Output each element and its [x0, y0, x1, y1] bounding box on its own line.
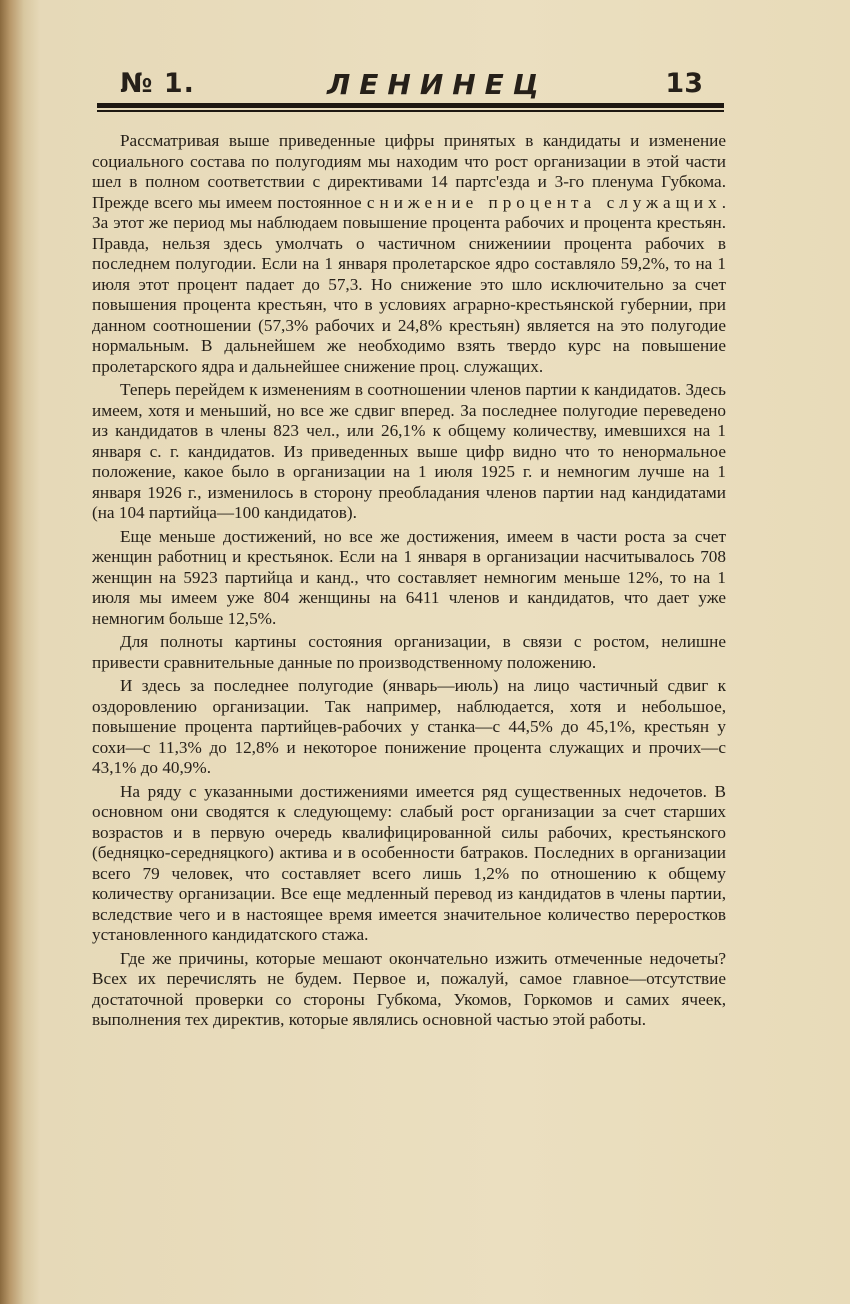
page-header	[97, 62, 724, 102]
paragraph: Где же причины, которые мешают окончательно изжить отмеченные недочеты? Всех их перечислять не будем. Первое и, пожалуй, самое главное—отсутствие достаточной проверки со стороны Губкома, Укомов, Горкомов и самих ячеек, выполнения тех директив, которые являлись основной частью этой работы.	[92, 948, 726, 1029]
paragraph: На ряду с указанными достижениями имеется ряд существенных недочетов. В основном они сводятся к следующему: слабый рост организации за счет старших возрастов и в первую очередь квалифицированной силы рабочих, крестьянского (бедняцко-середняцкого) актива и в особенности батраков. Последних в организации всего 79 человек, что составляет всего лишь 1,2% по отношению к общему количеству организации. Все еще медленный перевод из кандидатов в члены партии, вследствие чего и в настоящее время имеется значительное количество переростков установленного кандидатского стажа.	[92, 781, 726, 944]
paragraph: Еще меньше достижений, но все же достижения, имеем в части роста за счет женщин работниц и крестьянок. Если на 1 января в организации насчитывалось 708 женщин на 5923 партийца и канд., что составляет немногим меньше 12%, то на 1 июля мы имеем уже 804 женщины на 6411 членов и кандидатов, что дает уже немногим больше 12,5%.	[92, 526, 726, 628]
paragraph-text: Рассматривая выше приведенные цифры принятых в кандидаты и изменение социального состава по полугодиям мы находим что рост организации в этой части шел в полном соответствии с директивами 14 партс'езда и 3-го пленума Губкома. Прежде всего мы имеем постоянное	[92, 131, 726, 212]
issue-number: № 1.	[120, 68, 195, 99]
article-body	[92, 131, 726, 1034]
paragraph: И здесь за последнее полугодие (январь—июль) на лицо частичный сдвиг к оздоровлению организации. Так например, наблюдается, хотя и небольшое, повышение процента партийцев-рабочих у станка—с 44,5% до 45,1%, крестьян у сохи—с 11,3% до 12,8% и некоторое понижение процента служащих и прочих—с 43,1% до 40,9%.	[92, 676, 726, 777]
paragraph	[92, 131, 726, 377]
emphasized-phrase: снижение процента служащих	[366, 192, 722, 212]
paragraph: Теперь перейдем к изменениям в соотношении членов партии к кандидатов. Здесь имеем, хотя и меньший, но все же сдвиг вперед. За последнее полугодие переведено из кандидатов в члены 823 чел., или 26,1% к общему количеству, имевшихся на 1 января с. г. кандидатов. Из приведенных выше цифр видно что то ненормальное положение, какое было в организации на 1 июля 1925 г. и немногим лучше на 1 января 1926 г., изменилось в сторону преобладания членов партии над кандидатами (на 104 партийца—100 кандидатов).	[92, 380, 726, 522]
header-rule-thin	[97, 110, 724, 112]
paragraph: Для полноты картины состояния организации, в связи с ростом, нелишне привести сравнительные данные по производственному положению.	[92, 632, 726, 672]
publication-title: ЛЕНИНЕЦ	[327, 68, 548, 101]
header-rule-thick	[97, 103, 724, 108]
paragraph-text: . За этот же период мы наблюдаем повышение процента рабочих и процента крестьян. Правда, нельзя здесь умолчать о частичном снижениии процента рабочих в последнем полугодии. Если на 1 января пролетарское ядро составляло 59,2%, то на 1 июля этот процент падает до 57,3. Но снижение это шло исключительно за счет повышения процента крестьян, что в условиях аграрно-крестьянской губернии, при данном соотношении (57,3% рабочих и 24,8% крестьян) является на это полугодие нормальным. В дальнейшем же необходимо взять твердо курс на повышение пролетарского ядра и дальнейшее снижение проц. служащих.	[92, 192, 726, 376]
page-number: 13	[665, 68, 703, 99]
